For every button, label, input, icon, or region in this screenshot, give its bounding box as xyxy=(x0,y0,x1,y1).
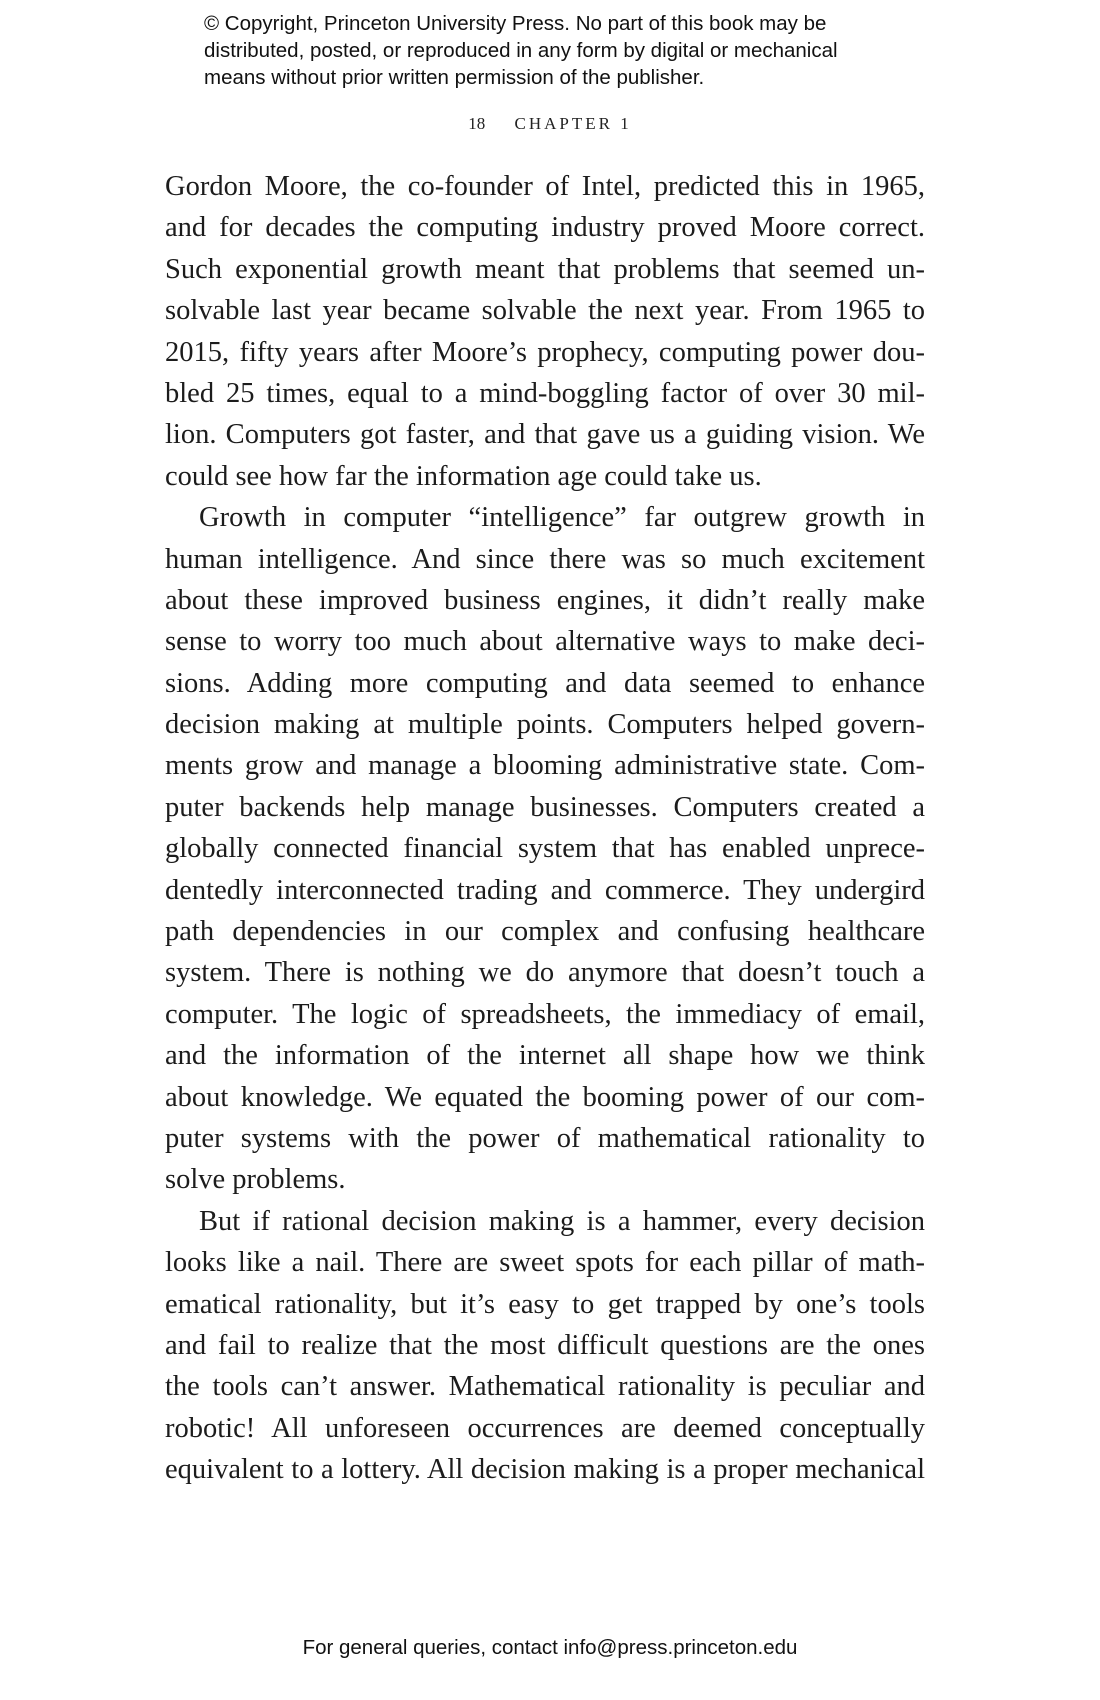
page-number: 18 xyxy=(468,114,486,133)
text-line: ments grow and manage a blooming administrative state. Com- xyxy=(165,750,925,782)
text-line: human intelligence. And since there was so much excitement xyxy=(165,543,925,575)
text-line: and for decades the computing industry proved Moore correct. xyxy=(165,212,925,244)
text-line: lion. Computers got faster, and that gave us a guiding vision. We xyxy=(165,419,925,451)
text-line: sions. Adding more computing and data seemed to enhance xyxy=(165,667,925,699)
text-line: puter systems with the power of mathematical rationality to xyxy=(165,1122,925,1154)
text-line: system. There is nothing we do anymore that doesn’t touch a xyxy=(165,957,925,989)
text-line: Gordon Moore, the co-founder of Intel, predicted this in 1965, xyxy=(165,171,925,202)
body-text xyxy=(165,166,925,1491)
running-head xyxy=(0,114,1100,134)
copyright-notice xyxy=(204,10,964,91)
text-line: looks like a nail. There are sweet spots for each pillar of math- xyxy=(165,1247,925,1279)
copyright-line: distributed, posted, or reproduced in any form by digital or mechanical xyxy=(204,39,838,62)
text-line: path dependencies in our complex and confusing healthcare xyxy=(165,916,925,948)
text-line: about knowledge. We equated the booming power of our com- xyxy=(165,1081,925,1113)
text-line: decision making at multiple points. Computers helped govern- xyxy=(165,709,925,741)
copyright-line: means without prior written permission of the publisher. xyxy=(204,66,705,89)
text-line: the tools can’t answer. Mathematical rationality is peculiar and xyxy=(165,1371,925,1403)
text-line: 2015, fifty years after Moore’s prophecy, computing power dou- xyxy=(165,336,925,368)
text-line: equivalent to a lottery. All decision making is a proper mechanical xyxy=(165,1454,925,1486)
text-line: and fail to realize that the most difficult questions are the ones xyxy=(165,1329,925,1361)
text-line: robotic! All unforeseen occurrences are deemed conceptually xyxy=(165,1412,925,1444)
footer-contact: For general queries, contact info@press.princeton.edu xyxy=(302,1636,798,1659)
text-line: about these improved business engines, it didn’t really make xyxy=(165,584,925,616)
text-line: dentedly interconnected trading and commerce. They undergird xyxy=(165,874,925,906)
text-line: Growth in computer “intelligence” far outgrew growth in xyxy=(199,502,925,534)
text-line: and the information of the internet all shape how we think xyxy=(165,1040,925,1072)
chapter-label: CHAPTER 1 xyxy=(514,114,632,133)
text-line: bled 25 times, equal to a mind-boggling factor of over 30 mil- xyxy=(165,377,925,409)
text-line: puter backends help manage businesses. Computers created a xyxy=(165,791,925,823)
text-line: globally connected financial system that has enabled unprece- xyxy=(165,833,925,865)
text-line: But if rational decision making is a hammer, every decision xyxy=(199,1205,925,1237)
text-line: Such exponential growth meant that problems that seemed un- xyxy=(165,253,925,285)
text-line: ematical rationality, but it’s easy to get trapped by one’s tools xyxy=(165,1288,925,1320)
copyright-line: © Copyright, Princeton University Press. No part of this book may be xyxy=(204,12,827,35)
text-line: computer. The logic of spreadsheets, the immediacy of email, xyxy=(165,998,925,1030)
text-line: solve problems. xyxy=(165,1164,346,1196)
text-line: solvable last year became solvable the next year. From 1965 to xyxy=(165,295,925,327)
text-line: could see how far the information age could take us. xyxy=(165,460,762,492)
text-line: sense to worry too much about alternative ways to make deci- xyxy=(165,626,925,658)
